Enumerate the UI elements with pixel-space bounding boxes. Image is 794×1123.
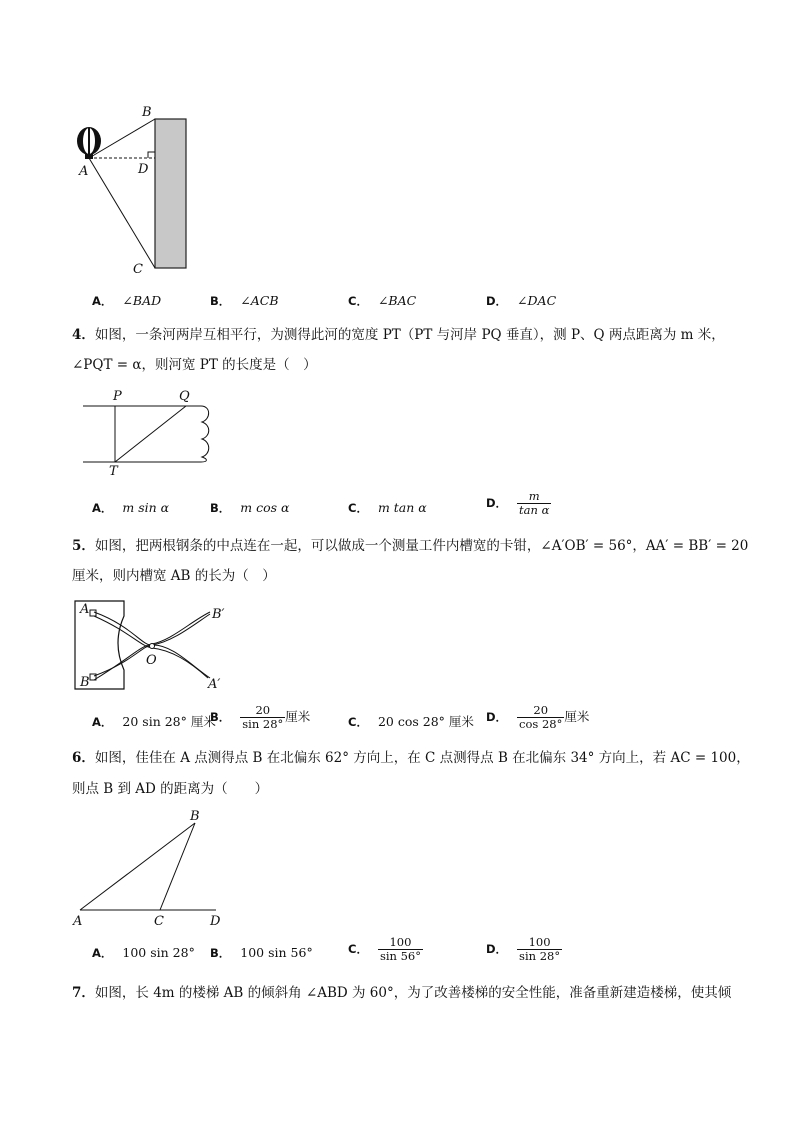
label-b: B (142, 105, 152, 120)
label-a-prime: A′ (208, 677, 221, 692)
label-p: P (113, 389, 122, 404)
q5-option-d[interactable]: D． $\frac{20}{\cos 28^\circ}$ 厘米 (486, 703, 590, 731)
label-d: D (210, 914, 221, 929)
q4-option-a[interactable]: A． m sin α (92, 500, 170, 515)
q6-diagram (70, 805, 230, 930)
q6-option-b[interactable]: B． 100 sin 56° (210, 945, 313, 960)
q6-option-c[interactable]: C． $\frac{100}{\sin 56^\circ}$ (348, 935, 421, 963)
q5-stem-line1: 5．如图，把两根钢条的中点连在一起，可以做成一个测量工件内槽宽的卡钳，∠A′OB′ = 56°，AA′ = BB′ = 20 (72, 538, 749, 554)
q4-option-c[interactable]: C． m tan α (348, 500, 427, 515)
q3-option-a[interactable]: A． ∠BAD (92, 293, 162, 308)
label-a: A (79, 164, 89, 179)
balloon-icon (77, 127, 101, 159)
q7-stem-line1: 7．如图，长 4m 的楼梯 AB 的倾斜角 ∠ABD 为 60°，为了改善楼梯的安全性能，准备重新建造楼梯，使其倾 (72, 985, 732, 1001)
q5-option-c[interactable]: C． 20 cos 28° 厘米 (348, 714, 474, 729)
label-t: T (109, 464, 118, 478)
label-b: B (80, 675, 90, 690)
q6-option-d[interactable]: D． $\frac{100}{\sin 28^\circ}$ (486, 935, 561, 963)
label-a: A (80, 602, 90, 617)
q3-option-d[interactable]: D． ∠DAC (486, 293, 557, 308)
q4-stem-line2: ∠PQT = α，则河宽 PT 的长度是（ ） (72, 357, 317, 373)
q6-stem-line2: 则点 B 到 AD 的距离为（ ） (72, 781, 269, 797)
label-q: Q (179, 389, 190, 404)
label-b: B (190, 809, 200, 824)
label-o: O (146, 653, 157, 668)
wall (155, 119, 186, 268)
q3-diagram (70, 100, 200, 280)
label-c: C (154, 914, 164, 929)
q5-option-a[interactable]: A． 20 sin 28° 厘米 (92, 714, 216, 729)
q4-diagram (78, 386, 218, 478)
q4-option-d[interactable]: D． $\frac{m}{\text{tan α}}$ (486, 489, 550, 517)
label-b-prime: B′ (212, 607, 225, 622)
q4-stem-line1: 4．如图，一条河两岸互相平行，为测得此河的宽度 PT（PT 与河岸 PQ 垂直），测 P、Q 两点距离为 m 米， (72, 327, 725, 343)
q3-option-c[interactable]: C． ∠BAC (348, 293, 417, 308)
q5-option-b[interactable]: B． $\frac{20}{\sin 28^\circ}$ 厘米 (210, 703, 311, 731)
q4-option-b[interactable]: B． m cos α (210, 500, 290, 515)
label-a: A (73, 914, 83, 929)
q6-stem-line1: 6．如图，佳佳在 A 点测得点 B 在北偏东 62° 方向上，在 C 点测得点 B 在北偏东 34° 方向上，若 AC = 100， (72, 750, 750, 766)
label-c: C (133, 262, 143, 277)
q5-stem-line2: 厘米，则内槽宽 AB 的长为（ ） (72, 568, 276, 584)
label-d: D (138, 162, 149, 177)
q5-diagram (72, 596, 232, 696)
q6-option-a[interactable]: A． 100 sin 28° (92, 945, 195, 960)
q3-option-b[interactable]: B． ∠ACB (210, 293, 279, 308)
